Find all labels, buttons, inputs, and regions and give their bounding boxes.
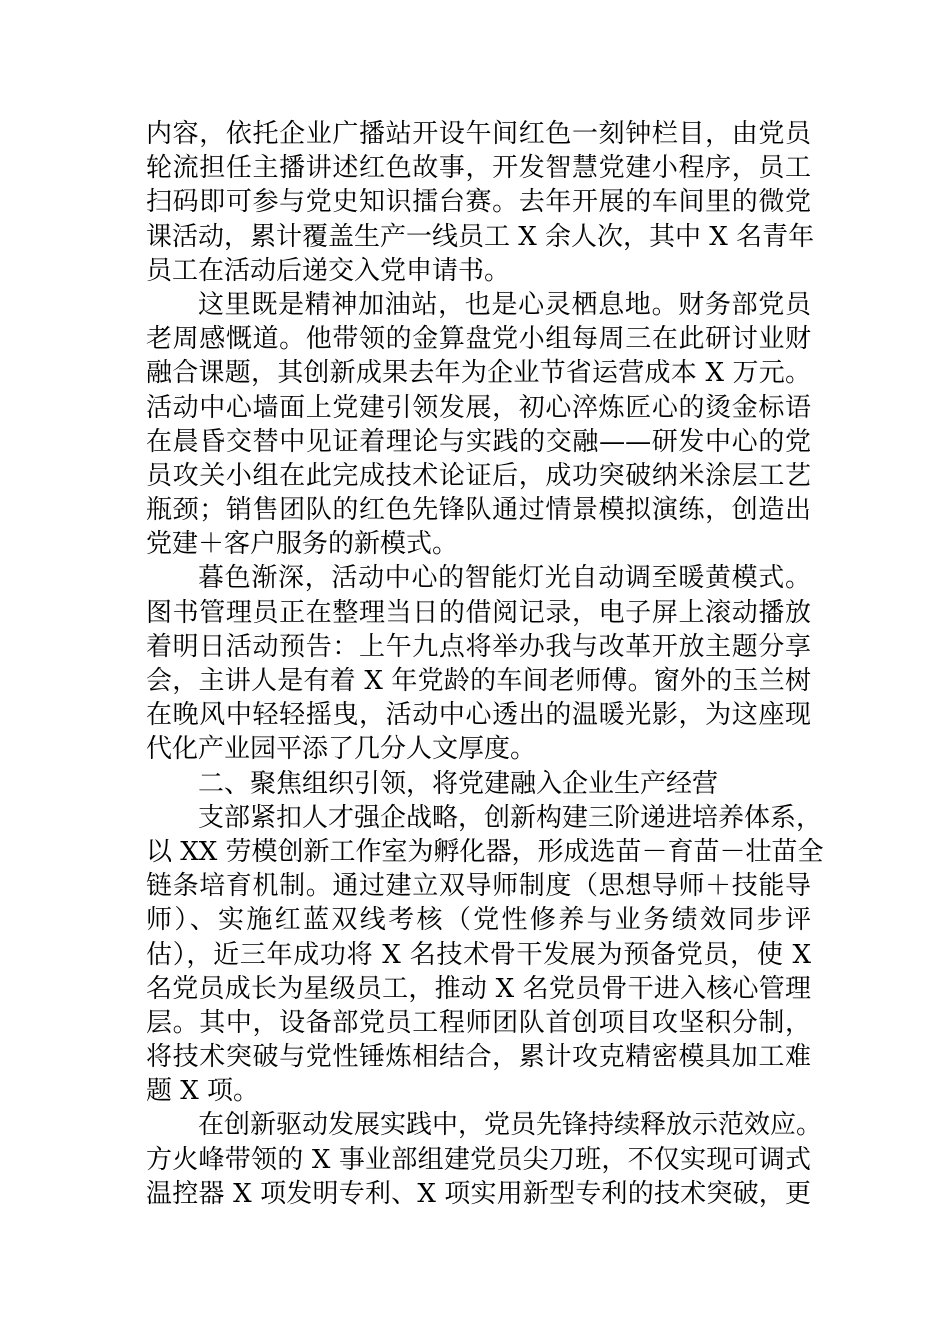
text-line: 在晚风中轻轻摇曳，活动中心透出的温暖光影，为这座现	[146, 700, 811, 731]
text-line: 在晨昏交替中见证着理论与实践的交融——研发中心的党	[146, 426, 811, 457]
text-line: 内容，依托企业广播站开设午间红色一刻钟栏目，由党员	[146, 119, 811, 149]
text-line: 层。其中，设备部党员工程师团队首创项目攻坚积分制，	[146, 1007, 811, 1038]
text-line: 融合课题，其创新成果去年为企业节省运营成本 X 万元。	[146, 358, 811, 389]
text-line: 链条培育机制。通过建立双导师制度（思想导师＋技能导	[146, 871, 811, 902]
text-line: 会，主讲人是有着 X 年党龄的车间老师傅。窗外的玉兰树	[146, 666, 811, 696]
text-line: 以 XX 劳模创新工作室为孵化器，形成选苗－育苗－壮苗全	[146, 836, 824, 867]
paragraph	[146, 1108, 823, 1211]
text-line: 员工在活动后递交入党申请书。	[146, 255, 511, 286]
text-line: 温控器 X 项发明专利、X 项实用新型专利的技术突破，更	[146, 1178, 811, 1209]
paragraph	[146, 561, 811, 766]
text-line: 名党员成长为星级员工，推动 X 名党员骨干进入核心管理	[146, 973, 811, 1004]
text-line: 题 X 项。	[146, 1076, 260, 1107]
document-body	[146, 117, 824, 1211]
text-line: 员攻关小组在此完成技术论证后，成功突破纳米涂层工艺	[146, 460, 811, 491]
paragraph	[146, 117, 815, 288]
text-line: 着明日活动预告：上午九点将举办我与改革开放主题分享	[146, 631, 811, 662]
text-line: 师）、实施红蓝双线考核（党性修养与业务绩效同步评	[146, 905, 811, 936]
section-heading	[146, 767, 811, 801]
text-line: 图书管理员正在整理当日的借阅记录，电子屏上滚动播放	[146, 597, 811, 628]
text-line: 支部紧扣人才强企战略，创新构建三阶递进培养体系，	[198, 802, 823, 833]
paragraph	[146, 288, 811, 562]
text-line: 估），近三年成功将 X 名技术骨干发展为预备党员，使 X	[146, 939, 811, 970]
text-line: 老周感慨道。他带领的金算盘党小组每周三在此研讨业财	[146, 324, 811, 355]
text-line: 瓶颈；销售团队的红色先锋队通过情景模拟演练，创造出	[146, 495, 811, 526]
text-line: 扫码即可参与党史知识擂台赛。去年开展的车间里的微党	[146, 187, 811, 218]
text-line: 将技术突破与党性锤炼相结合，累计攻克精密模具加工难	[146, 1042, 811, 1073]
text-line: 方火峰带领的 X 事业部组建党员尖刀班，不仅实现可调式	[146, 1144, 811, 1175]
text-line: 这里既是精神加油站，也是心灵栖息地。财务部党员	[198, 289, 811, 320]
text-line: 轮流担任主播讲述红色故事，开发智慧党建小程序，员工	[146, 153, 811, 184]
text-line: 代化产业园平添了几分人文厚度。	[146, 734, 537, 765]
text-line: 暮色渐深，活动中心的智能灯光自动调至暖黄模式。	[198, 563, 811, 594]
text-line: 在创新驱动发展实践中，党员先锋持续释放示范效应。	[198, 1110, 823, 1141]
text-line: 课活动，累计覆盖生产一线员工 X 余人次，其中 X 名青年	[146, 221, 815, 252]
text-line: 活动中心墙面上党建引领发展，初心淬炼匠心的烫金标语	[146, 392, 811, 423]
paragraph	[146, 801, 824, 1109]
text-line: 党建＋客户服务的新模式。	[146, 529, 459, 560]
text-line: 二、聚焦组织引领，将党建融入企业生产经营	[198, 768, 719, 799]
